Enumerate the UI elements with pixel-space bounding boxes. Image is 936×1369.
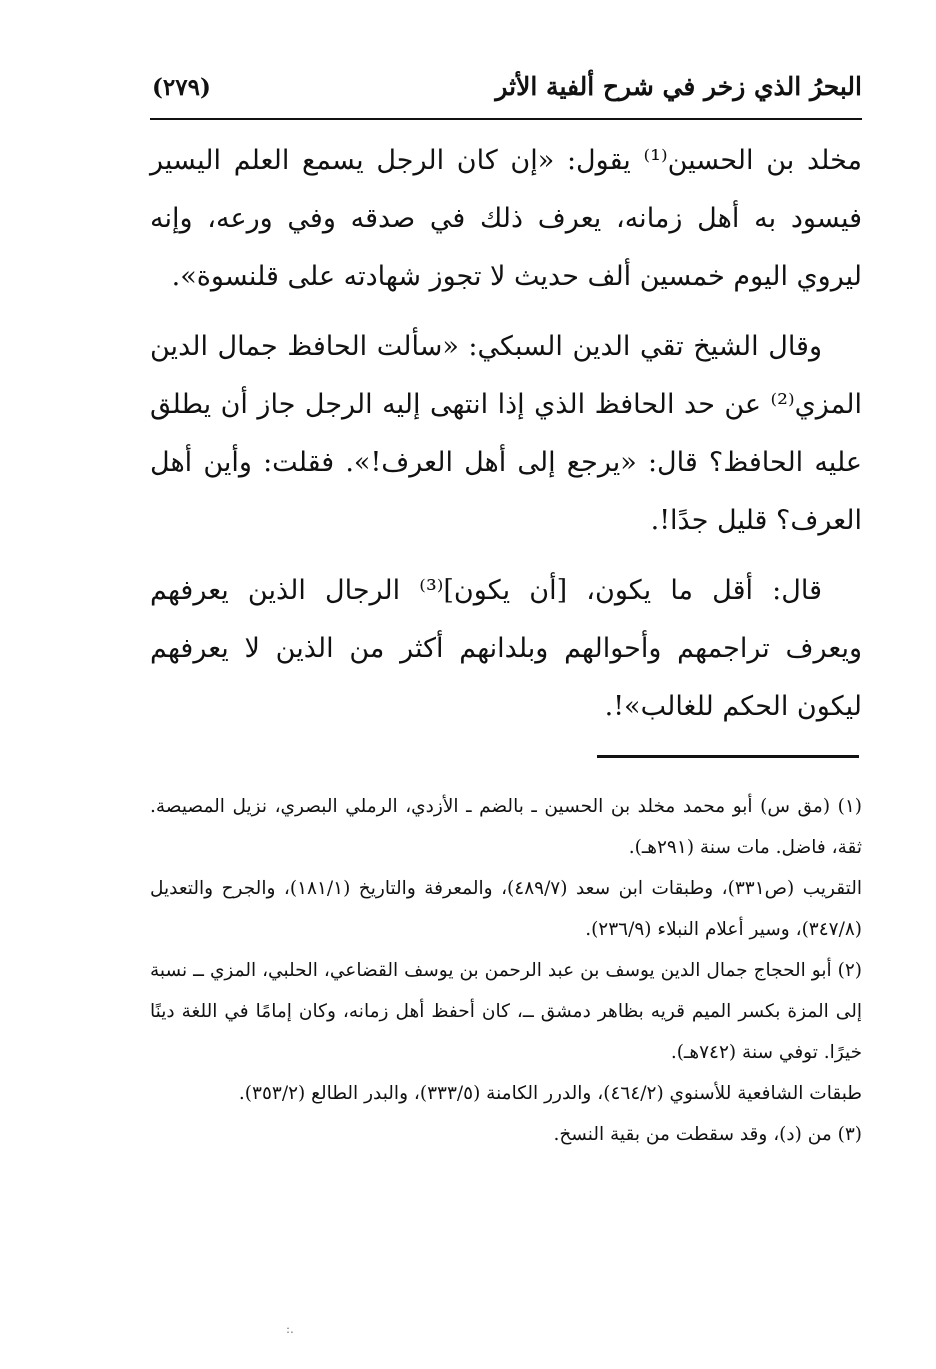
running-title: البحرُ الذي زخر في شرح ألفية الأثر bbox=[495, 72, 862, 101]
footnotes bbox=[150, 786, 862, 1155]
scan-speck: :. bbox=[286, 1322, 294, 1336]
paragraph-3: قال: أقل ما يكون، [أن يكون]⁽³⁾ الرجال الذين يعرفهم ويعرف تراجمهم وأحوالهم وبلدانهم أكثر من الذين لا يعرفهم ليكون الحكم للغالب»!. bbox=[150, 575, 862, 722]
footnote-3: (٣) من (د)، وقد سقطت من بقية النسخ. bbox=[553, 1124, 862, 1145]
footnote-1: (١) (مق س) أبو محمد مخلد بن الحسين ـ بالضم ـ الأزدي، الرملي البصري، نزيل المصيصة. ثقة، فاضل. مات سنة (٢٩١هـ). bbox=[150, 796, 862, 858]
paragraph-1: مخلد بن الحسين⁽¹⁾ يقول: «إن كان الرجل يسمع العلم اليسير فيسود به أهل زمانه، يعرف ذلك في صدقه وفي ورعه، وإنه ليروي اليوم خمسين ألف حديث لا تجوز شهادته على قلنسوة». bbox=[150, 145, 862, 292]
header-rule bbox=[150, 118, 862, 120]
footnote-2-sources: طبقات الشافعية للأسنوي (٤٦٤/٢)، والدرر الكامنة (٣٣٣/٥)، والبدر الطالع (٣٥٣/٢). bbox=[238, 1083, 862, 1104]
page-header bbox=[150, 72, 862, 116]
page-number: (٢٧٩) bbox=[152, 74, 211, 101]
footnote-separator bbox=[597, 755, 859, 758]
footnote-2: (٢) أبو الحجاج جمال الدين يوسف بن عبد الرحمن بن يوسف القضاعي، الحلبي، المزي ــ نسبة إلى المزة بكسر الميم قريه بظاهر دمشق ــ، كان أحفظ أهل زمانه، وكان إمامًا في اللغة دينًا خيرًا. توفي سنة (٧٤٢هـ). bbox=[150, 960, 862, 1063]
main-text bbox=[150, 132, 862, 748]
paragraph-2: وقال الشيخ تقي الدين السبكي: «سألت الحافظ جمال الدين المزي⁽²⁾ عن حد الحافظ الذي إذا انتهى إليه الرجل جاز أن يطلق عليه الحافظ؟ قال: «يرجع إلى أهل العرف!». فقلت: وأين أهل العرف؟ قليل جدًا!. bbox=[150, 331, 862, 536]
footnote-1-sources: التقريب (ص٣٣١)، وطبقات ابن سعد (٤٨٩/٧)، والمعرفة والتاريخ (١٨١/١)، والجرح والتعديل (٣٤٧/٨)، وسير أعلام النبلاء (٢٣٦/٩). bbox=[150, 878, 862, 940]
